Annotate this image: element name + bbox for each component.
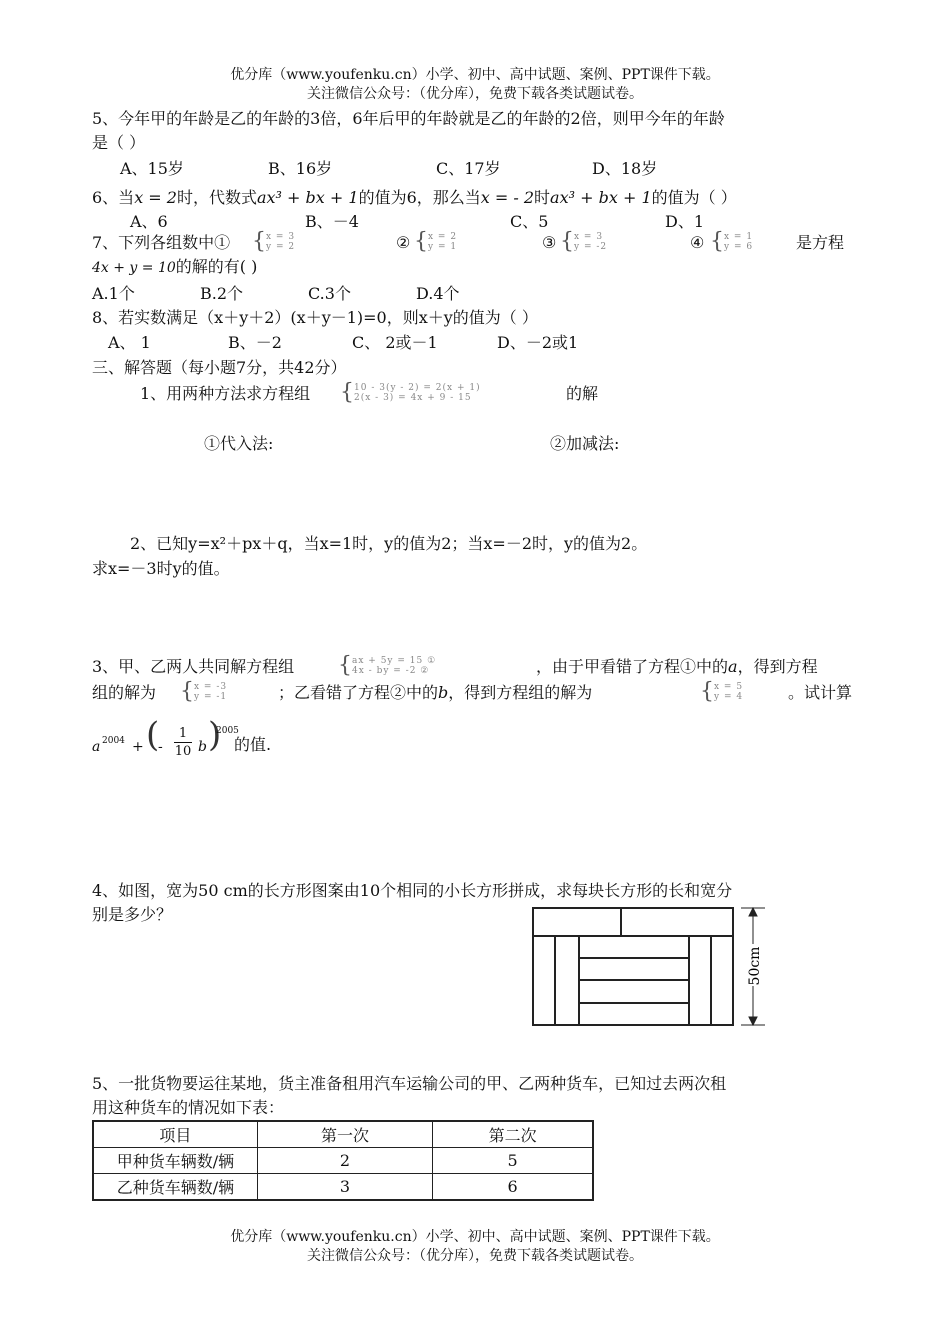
s3-line-2-a: 组的解为 [92, 683, 157, 702]
s1-method-elimination: ②加减法: [550, 434, 620, 453]
q6-text-5: 的值为（ ） [651, 188, 737, 207]
q7-option-d: D.4个 [416, 284, 460, 303]
q8-option-b: B、－2 [228, 333, 282, 352]
table-cell: 甲种货车辆数/辆 [93, 1148, 257, 1174]
q5-option-c: C、17岁 [436, 159, 501, 178]
q7-system-2: {x = 2 y = 1 [414, 228, 458, 254]
q5-option-b: B、16岁 [268, 159, 333, 178]
table-cell: 3 [257, 1174, 432, 1201]
s2-line-1: 2、已知y=x²＋px＋q，当x=1时，y的值为2；当x=－2时，y的值为2。 [130, 534, 648, 553]
s3-expr-plus: + [132, 739, 144, 755]
section-3-title: 三、解答题（每小题7分，共42分） [92, 358, 347, 377]
s4-line-2: 别是多少？ [92, 905, 173, 924]
q6-option-b: B、－4 [305, 212, 359, 231]
q6-text-1: 6、当 [92, 188, 135, 207]
s3-var-a: a [728, 657, 738, 676]
s3-expr-minus: - [158, 739, 163, 755]
s1-method-substitution: ①代入法: [204, 434, 274, 453]
header-line-2: 关注微信公众号：（优分库），免费下载各类试题试卷。 [307, 86, 643, 102]
q7-option-a: A.1个 [92, 284, 135, 303]
s5-line-2: 用这种货车的情况如下表： [92, 1098, 285, 1117]
q5-line-1: 5、今年甲的年龄是乙的年龄的3倍，6年后甲的年龄就是乙的年龄的2倍，则甲今年的年龄 [92, 109, 725, 128]
s3-text-d: ；乙看错了方程②中的 [278, 683, 439, 702]
truck-usage-table [92, 1120, 594, 1201]
q6-expression-2: ax³ + bx + 1 [550, 188, 652, 207]
s4-line-1: 4、如图，宽为50 cm的长方形图案由10个相同的小长方形拼成，求每块长方形的长和宽分 [92, 881, 733, 900]
table-cell: 6 [433, 1174, 593, 1201]
s3-expr-base: a [92, 739, 101, 755]
table-row [93, 1174, 593, 1201]
q6-line-1 [92, 187, 737, 209]
q7-tail: 是方程 [796, 233, 845, 252]
q7-option-b: B.2个 [200, 284, 244, 303]
s3-line-1-a: 3、甲、乙两人共同解方程组 [92, 657, 295, 676]
s3-tail: 的值. [234, 735, 272, 754]
header-line-1: 优分库（www.youfenku.cn）小学、初中、高中试题、案例、PPT课件下载。 [230, 67, 720, 83]
q5-option-a: A、15岁 [120, 159, 184, 178]
q6-text-4: 时 [534, 188, 551, 207]
q6-text-2: 时，代数式 [176, 188, 257, 207]
figure-dim-arrow-down [749, 1017, 757, 1025]
figure-dim-label: 50cm [747, 946, 763, 986]
s3-line-1-b [536, 656, 818, 678]
q7-line-2-tail: 的解的有( ) [175, 257, 258, 276]
q7-marker-2: ② [396, 233, 411, 252]
q7-marker-3: ③ [542, 233, 557, 252]
q6-option-c: C、5 [510, 212, 549, 231]
s3-expr-lparen: ( [146, 715, 160, 755]
footer-line-2: 关注微信公众号：（优分库），免费下载各类试题试卷。 [307, 1248, 643, 1264]
s3-line-2-b [278, 682, 592, 704]
s2-line-2: 求x=－3时y的值。 [92, 559, 230, 578]
table-cell: 乙种货车辆数/辆 [93, 1174, 257, 1201]
s3-expr-exp-2: 2005 [216, 726, 239, 736]
s3-expr-exp-1: 2004 [102, 736, 125, 746]
s3-text-e: ，得到方程组的解为 [448, 683, 593, 702]
q8-option-d: D、－2或1 [497, 333, 579, 352]
s1-lead: 1、用两种方法求方程组 [140, 384, 311, 403]
s3-expr-numerator: 1 [174, 726, 192, 743]
table-header-cell: 第一次 [257, 1121, 432, 1148]
q5-line-2: 是（ ） [92, 133, 146, 152]
table-cell: 2 [257, 1148, 432, 1174]
table-header-row [93, 1121, 593, 1148]
q7-system-3: {x = 3 y = -2 [560, 228, 608, 254]
q8-option-a: A、 1 [108, 333, 151, 352]
table-row [93, 1148, 593, 1174]
table-header-cell: 第二次 [433, 1121, 593, 1148]
q8-line-1: 8、若实数满足（x＋y＋2）(x＋y－1)=0，则x＋y的值为（ ） [92, 308, 538, 327]
q6-expression-1: ax³ + bx + 1 [256, 188, 359, 207]
q8-option-c: C、 2或－1 [352, 333, 438, 352]
s1-tail: 的解 [566, 384, 599, 403]
s3-solution-1: {x = -3 y = -1 [180, 678, 228, 704]
q7-marker-4: ④ [690, 233, 705, 252]
q6-text-3: 的值为6，那么当 [358, 188, 481, 207]
q7-line-2 [92, 256, 257, 279]
q7-system-4: {x = 1 y = 6 [710, 228, 754, 254]
s3-solution-2: {x = 5 y = 4 [700, 678, 744, 704]
s3-expr-rparen: ) [208, 715, 222, 755]
q7-lead: 7、下列各组数中① [92, 233, 231, 252]
s3-expr-denominator: 10 [174, 744, 192, 759]
footer-line-1: 优分库（www.youfenku.cn）小学、初中、高中试题、案例、PPT课件下载。 [230, 1229, 720, 1245]
q5-option-d: D、18岁 [592, 159, 658, 178]
table-cell: 5 [433, 1148, 593, 1174]
q7-equation: 4x + y = 10 [92, 260, 176, 276]
s3-text-c: ，得到方程 [737, 657, 818, 676]
q7-system-1: {x = 3 y = 2 [252, 228, 296, 254]
table-header-cell: 项目 [93, 1121, 257, 1148]
q6-option-d: D、1 [665, 212, 705, 231]
s3-expr-var: b [198, 739, 207, 755]
s3-system: {ax + 5y = 15 ① 4x - by = -2 ② [338, 652, 437, 678]
s3-text-b: ，由于甲看错了方程①中的 [536, 657, 729, 676]
s3-line-2-d: 。试计算 [788, 683, 853, 702]
s3-var-b: b [438, 683, 449, 702]
q7-option-c: C.3个 [308, 284, 351, 303]
figure-dim-arrow-up [749, 908, 757, 916]
s1-system: {10 - 3(y - 2) = 2(x + 1) 2(x - 3) = 4x + 9 - 15 [340, 379, 481, 405]
q6-condition-2: x = - 2 [480, 188, 535, 207]
rectangle-pattern-figure [525, 906, 775, 1030]
q6-condition-1: x = 2 [134, 188, 177, 207]
figure-outer-rect [533, 908, 733, 1025]
q6-option-a: A、6 [130, 212, 168, 231]
s5-line-1: 5、一批货物要运往某地，货主准备租用汽车运输公司的甲、乙两种货车，已知过去两次租 [92, 1074, 727, 1093]
